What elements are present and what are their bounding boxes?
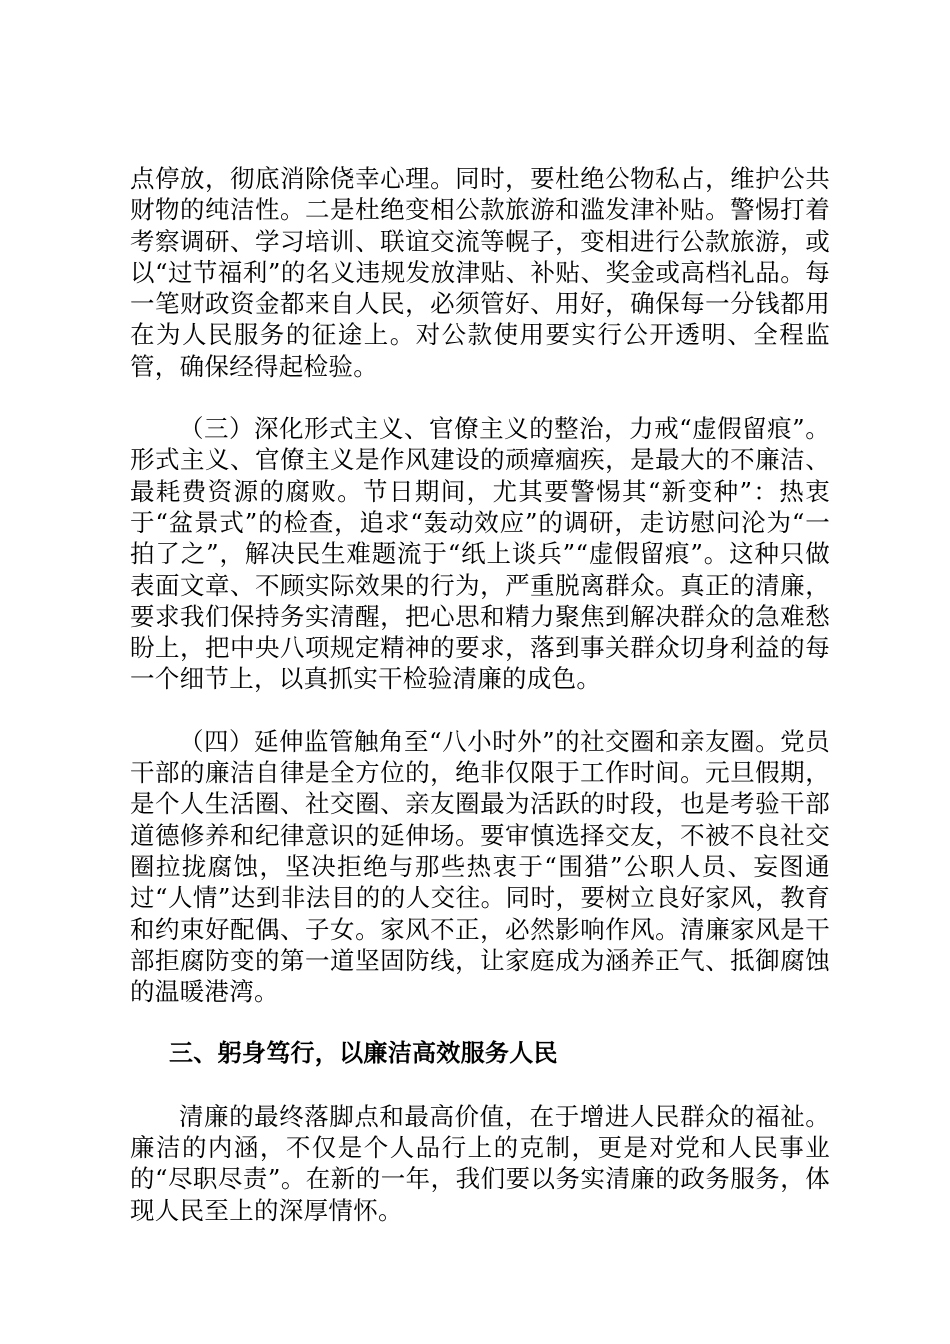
paragraph-closing: 清廉的最终落脚点和最高价值，在于增进人民群众的福祉。廉洁的内涵，不仅是个人品行上的克制，更是对党和人民事业的“尽职尽责”。在新的一年，我们要以务实清廉的政务服务，体现人民至上的深厚情怀。	[130, 1101, 830, 1225]
section-heading: 三、躬身笃行，以廉洁高效服务人民	[169, 1039, 558, 1068]
document-body	[130, 163, 830, 1226]
paragraph-gap	[130, 1070, 830, 1101]
paragraph-gap	[130, 695, 830, 726]
paragraph-formalism-rectification: （三）深化形式主义、官僚主义的整治，力戒“虚假留痕”。形式主义、官僚主义是作风建设的顽瘴痼疾，是最大的不廉洁、最耗费资源的腐败。节日期间，尤其要警惕其“新变种”：热衷于“盆景式”的检查，追求“轰动效应”的调研，走访慰问沦为“一拍了之”，解决民生难题流于“纸上谈兵”“虚假留痕”。这种只做表面文章、不顾实际效果的行为，严重脱离群众。真正的清廉，要求我们保持务实清醒，把心思和精力聚焦到解决群众的急难愁盼上，把中央八项规定精神的要求，落到事关群众切身利益的每一个细节上，以真抓实干检验清廉的成色。	[130, 414, 830, 694]
paragraph-social-circle-supervision: （四）延伸监管触角至“八小时外”的社交圈和亲友圈。党员干部的廉洁自律是全方位的，绝非仅限于工作时间。元旦假期，是个人生活圈、社交圈、亲友圈最为活跃的时段，也是考验干部道德修养和纪律意识的延伸场。要审慎选择交友，不被不良社交圈拉拢腐蚀，坚决拒绝与那些热衷于“围猎”公职人员、妄图通过“人情”达到非法目的的人交往。同时，要树立良好家风，教育和约束好配偶、子女。家风不正，必然影响作风。清廉家风是干部拒腐防变的第一道坚固防线，让家庭成为涵养正气、抵御腐蚀的温暖港湾。	[130, 726, 830, 1007]
paragraph-gap	[130, 1007, 830, 1038]
paragraph-gap	[130, 382, 830, 413]
paragraph-continuation: 点停放，彻底消除侥幸心理。同时，要杜绝公物私占，维护公共财物的纯洁性。二是杜绝变相公款旅游和滥发津补贴。警惕打着考察调研、学习培训、联谊交流等幌子，变相进行公款旅游，或以“过节福利”的名义违规发放津贴、补贴、奖金或高档礼品。每一笔财政资金都来自人民，必须管好、用好，确保每一分钱都用在为人民服务的征途上。对公款使用要实行公开透明、全程监管，确保经得起检验。	[130, 164, 830, 381]
